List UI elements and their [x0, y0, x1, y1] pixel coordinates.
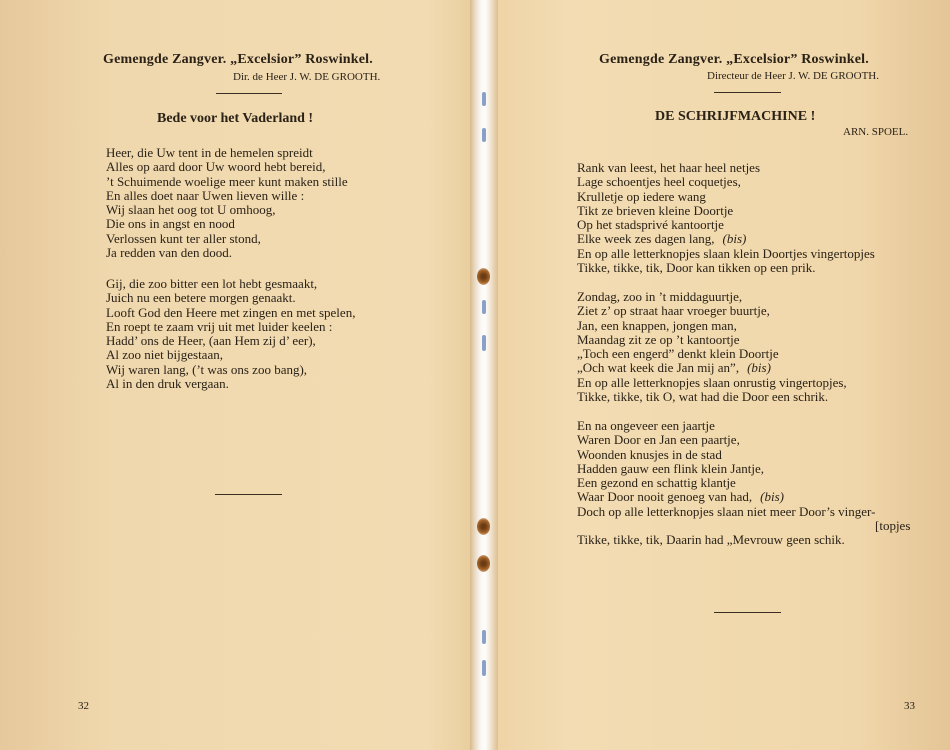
right-page — [495, 0, 950, 750]
song-title: Bede voor het Vaderland ! — [157, 111, 314, 126]
lyric-text: Tikt ze brieven kleine Doortje — [577, 202, 734, 218]
lyric-line — [577, 347, 847, 361]
lyric-text: Alles op aard door Uw woord hebt bereid, — [106, 159, 326, 175]
lyric-line — [577, 319, 847, 333]
lyric-text: Looft God den Heere met zingen en met spelen, — [106, 304, 356, 320]
lyric-text: „Toch een engerd” denkt klein Doortje — [577, 346, 779, 362]
lyric-line — [577, 419, 910, 433]
lyric-line — [106, 348, 355, 362]
stanza — [577, 161, 875, 275]
rust-stain — [477, 555, 490, 572]
song-author: ARN. SPOEL. — [843, 126, 909, 138]
lyric-line — [106, 160, 348, 174]
lyric-text: Waar Door nooit genoeg van had, — [577, 489, 753, 505]
lyric-line — [577, 490, 910, 504]
lyric-line — [577, 333, 847, 347]
lyric-text: Al in den druk vergaan. — [106, 376, 229, 392]
stanza — [106, 277, 355, 391]
lyric-line — [106, 291, 355, 305]
lyric-text: Doch op alle letterknopjes slaan niet meer Door’s vinger- — [577, 503, 876, 519]
binding-stitch — [482, 92, 486, 106]
lyric-text: Jan, een knappen, jongen man, — [577, 317, 737, 333]
header-divider — [714, 92, 781, 93]
lyric-line — [577, 361, 847, 375]
lyric-line — [106, 246, 348, 260]
lyric-text: Heer, die Uw tent in de hemelen spreidt — [106, 145, 313, 160]
lyric-text: Tikke, tikke, tik, Daarin had „Mevrouw geen schik. — [577, 532, 845, 548]
lyric-text: Verlossen kunt ter aller stond, — [106, 230, 261, 246]
lyric-line — [577, 175, 875, 189]
lyric-text: Tikke, tikke, tik, Door kan tikken op een prik. — [577, 260, 816, 276]
lyric-line — [577, 190, 875, 204]
repeat-mark: (bis) — [722, 231, 747, 247]
lyric-line — [577, 218, 875, 232]
lyric-line — [577, 533, 910, 547]
header-divider — [216, 93, 282, 94]
lyric-text: [topjes — [875, 518, 911, 534]
lyric-line — [106, 189, 348, 203]
lyric-text: Wij slaan het oog tot U omhoog, — [106, 202, 276, 218]
lyric-text: En op alle letterknopjes slaan onrustig vingertopjes, — [577, 374, 847, 390]
rust-stain — [477, 518, 490, 535]
lyric-text: ’t Schuimende woelige meer kunt maken stille — [106, 173, 348, 189]
lyric-line — [106, 232, 348, 246]
song-title: DE SCHRIJFMACHINE ! — [655, 109, 816, 124]
lyric-line — [577, 448, 910, 462]
lyric-text: Juich nu een betere morgen genaakt. — [106, 290, 296, 306]
lyric-line — [577, 161, 875, 175]
left-page — [0, 0, 472, 750]
binding-stitch — [482, 300, 486, 314]
director-line: Directeur de Heer J. W. DE GROOTH. — [707, 70, 879, 82]
lyric-line — [577, 304, 847, 318]
lyric-line — [106, 306, 355, 320]
lyric-text: Wij waren lang, (’t was ons zoo bang), — [106, 361, 308, 377]
lyric-line — [106, 320, 355, 334]
lyric-text: Zondag, zoo in ’t middaguurtje, — [577, 289, 743, 304]
stanza — [106, 146, 348, 260]
lyric-line — [577, 462, 910, 476]
lyric-text: En roept te zaam vrij uit met luider keelen : — [106, 318, 333, 334]
lyric-line — [106, 277, 355, 291]
lyric-text: Ziet z’ op straat haar vroeger buurtje, — [577, 303, 770, 319]
rust-stain — [477, 268, 490, 285]
lyric-line — [577, 376, 847, 390]
lyric-line — [577, 232, 875, 246]
lyric-text: Maandag zit ze op ’t kantoortje — [577, 331, 740, 347]
binding-stitch — [482, 660, 486, 676]
page-number: 33 — [904, 700, 915, 712]
lyric-text: En alles doet naar Uwen lieven wille : — [106, 187, 305, 203]
stanza — [577, 419, 910, 548]
page-number: 32 — [78, 700, 89, 712]
lyric-text: Rank van leest, het haar heel netjes — [577, 160, 761, 175]
binding-stitch — [482, 630, 486, 644]
lyric-text: Gij, die zoo bitter een lot hebt gesmaakt, — [106, 276, 318, 291]
lyric-text: En na ongeveer een jaartje — [577, 418, 715, 433]
lyric-text: Lage schoentjes heel coquetjes, — [577, 174, 741, 190]
lyric-text: Al zoo niet bijgestaan, — [106, 347, 223, 363]
stanza — [577, 290, 847, 404]
end-divider — [714, 612, 781, 613]
binding-stitch — [482, 128, 486, 142]
lyric-text: Op het stadsprivé kantoortje — [577, 217, 724, 233]
lyric-line — [577, 247, 875, 261]
lyric-line — [577, 261, 875, 275]
repeat-mark: (bis) — [747, 360, 771, 376]
binding-stitch — [482, 335, 486, 351]
lyric-text: „Och wat keek die Jan mij an”, — [577, 360, 740, 376]
director-line: Dir. de Heer J. W. DE GROOTH. — [233, 71, 381, 83]
lyric-line — [577, 476, 910, 490]
lyric-line — [106, 175, 348, 189]
end-divider — [215, 494, 282, 495]
lyric-text: En op alle letterknopjes slaan klein Doortjes vingertopjes — [577, 245, 875, 261]
lyric-line — [577, 390, 847, 404]
lyric-text: Hadd’ ons de Heer, (aan Hem zij d’ eer), — [106, 333, 316, 349]
lyric-line — [577, 519, 910, 533]
lyric-text: Waren Door en Jan een paartje, — [577, 432, 740, 448]
org-header: Gemengde Zangver. „Excelsior” Roswinkel. — [599, 52, 869, 67]
lyric-line — [106, 334, 355, 348]
lyric-text: Woonden knusjes in de stad — [577, 446, 722, 462]
lyric-line — [577, 505, 910, 519]
lyric-text: Hadden gauw een flink klein Jantje, — [577, 460, 764, 476]
lyric-text: Die ons in angst en nood — [106, 216, 235, 232]
lyric-text: Een gezond en schattig klantje — [577, 475, 736, 491]
lyric-line — [106, 363, 355, 377]
lyric-line — [106, 203, 348, 217]
lyric-text: Krulletje op iedere wang — [577, 188, 706, 204]
lyric-text: Tikke, tikke, tik O, wat had die Door een schrik. — [577, 389, 829, 405]
lyric-line — [577, 433, 910, 447]
repeat-mark: (bis) — [760, 489, 784, 505]
lyric-line — [106, 377, 355, 391]
lyric-line — [106, 217, 348, 231]
lyric-line — [106, 146, 348, 160]
lyric-line — [577, 204, 875, 218]
lyric-text: Ja redden van den dood. — [106, 245, 232, 261]
lyric-text: Elke week zes dagen lang, — [577, 231, 715, 247]
lyric-line — [577, 290, 847, 304]
org-header: Gemengde Zangver. „Excelsior” Roswinkel. — [103, 52, 373, 67]
